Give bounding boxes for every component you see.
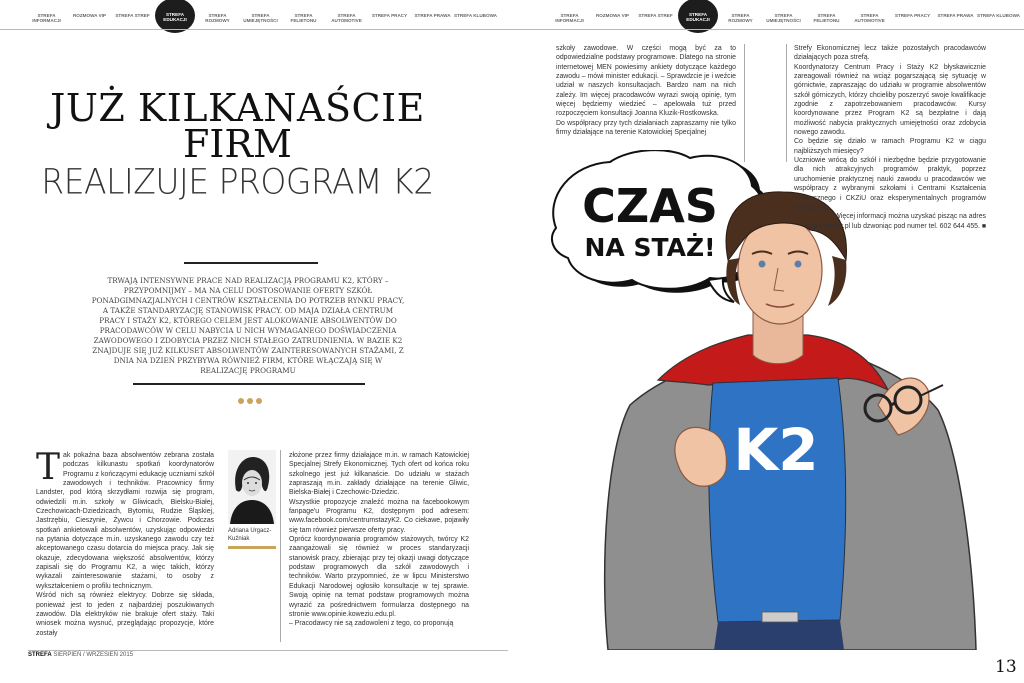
- drop-cap: T: [36, 447, 61, 488]
- nav-item[interactable]: STREFA UMIEJĘTNOŚCI: [243, 13, 278, 24]
- column-divider: [786, 44, 787, 162]
- top-rule-left: [0, 29, 512, 30]
- nav-item[interactable]: STREFA FELIETONU: [813, 13, 840, 24]
- ornament-dots: [238, 398, 262, 404]
- body-paragraph: złożone przez firmy działające m.in. w ramach Katowickiej Specjalnej Strefy Ekonomicznej. Tych ofert od końca roku szkolnego jest już kilkanaście. Do udziału w stażach zapraszają m.in. zakłady działające na terenie Gliwic, Bielska-Białej i Czechowic-Dziedzic.: [289, 452, 469, 497]
- nav-item[interactable]: ROZMOWA VIP: [595, 13, 629, 18]
- footer-issue: SIERPIEŃ / WRZESIEŃ 2015: [53, 652, 134, 658]
- footer: [28, 652, 133, 658]
- author-name: Adriana Urgacz-Kuźniak: [228, 528, 272, 542]
- nav-item[interactable]: STREFA ROZMOWY: [205, 13, 230, 24]
- column-divider: [744, 44, 745, 162]
- body-column-3: [556, 44, 736, 137]
- headline-line-1: JUŻ KILKANAŚCIE: [50, 86, 425, 130]
- nav-item[interactable]: STREFA KLUBOWA: [454, 13, 497, 18]
- top-rule-right: [512, 29, 1024, 30]
- body-column-1: [36, 447, 214, 638]
- nav-item[interactable]: STREFA STREF: [638, 13, 673, 18]
- lead-paragraph: TRWAJĄ INTENSYWNE PRACE NAD REALIZACJĄ PROGRAMU K2, KTÓRY – PRZYPOMNIJMY – MA NA CELU DOSTOSOWANIE OFERTY SZKÓŁ PONADGIMNAZJALNYCH I CENTRÓW KSZTAŁCENIA DO POTRZEB RYNKU PRACY, A TAKŻE STANDARYZACJĘ STANOWISK PRACY. OD MAJA DZIAŁA CENTRUM PRACY I STAŻY K2, KTÓREGO CELEM JEST ALOKOWANIE ABSOLWENTÓW DO PRACODAWCÓW W CELU NABYCIA U NICH WYMAGANEGO DOŚWIADCZENIA ZAWODOWEGO I ZDOBYCIA PRZEZ NICH STAŁEGO ZATRUDNIENIA. W BAZIE K2 ZNAJDUJE SIĘ JUŻ KILKUSET ABSOLWENTÓW ZAINTERESOWANYCH STAŻAMI, Z DNIA NA DZIEŃ PRZYBYWA RÓWNIEŻ FIRM, KTÓRE WŁĄCZAJĄ SIĘ W REALIZACJĘ PROGRAMU: [91, 276, 405, 375]
- body-paragraph: Koordynatorzy Centrum Pracy i Staży K2 błyskawicznie zareagowali również na wciąż pogarszającą się sytuację w górnictwie, zapraszając do udziału w programie absolwentów szkół górniczych, którzy chcieliby poszerzyć swoje kwalifikacje zgodnie z zapotrzebowaniem pracodawców. Kursy koordynowane przez Program K2 są bezpłatne i dają możliwość nabycia praktycznych umiejętności oraz zdobycia nowego zawodu.: [794, 63, 986, 137]
- body-column-2: [289, 451, 469, 629]
- page-number: 13: [995, 657, 1017, 677]
- nav-item[interactable]: STREFA PRAWA: [937, 13, 974, 18]
- deck-rule-bottom: [133, 383, 365, 385]
- nav-item[interactable]: STREFA FELIETONU: [290, 13, 317, 24]
- nav-item[interactable]: STREFA PRAWA: [414, 13, 451, 18]
- nav-item[interactable]: STREFA KLUBOWA: [977, 13, 1020, 18]
- body-paragraph: Co będzie się działo w ramach Programu K2 w ciągu najbliższych miesięcy?: [794, 138, 986, 155]
- deck-rule-top: [184, 262, 318, 264]
- nav-item[interactable]: STREFA UMIEJĘTNOŚCI: [766, 13, 801, 24]
- bubble-line-2: NA STAŻ!: [584, 233, 716, 262]
- nav-item[interactable]: STREFA STREF: [115, 13, 150, 18]
- body-paragraph: – Pracodawcy nie są zadowoleni z tego, co proponują: [289, 620, 454, 628]
- nav-item[interactable]: STREFA PRACY: [371, 13, 408, 18]
- footer-rule: [28, 650, 508, 651]
- body-paragraph: ak pokaźna baza absolwentów zebrana została podczas kilkunastu spotkań koordynatorów Programu z kończącymi edukację uczniami szkół zawodowych i techników. Pracownicy firmy Landster, pod którą skrzydłami rozwija się program, odwiedzili m.in. szkoły w Gliwicach, Bielsku-Białej, Czechowicach-Dziedzicach, Bytomiu, Rudzie Śląskiej, Jastrzębiu, Cieszynie, Żywcu i Chorzowie. Podczas spotkań ankietowali absolwentów, uzyskując odpowiedzi na pytania dotyczące m.in. uzyskanego zawodu czy też akceptowanego czasu dotarcia do miejsca pracy. Jak się okazuje, zdecydowana większość absolwentów, którzy zapisali się do Programu K2, a więc takich, którzy wykazali zainteresowanie stażami, to osoby z wykształceniem o profilu technicznym.: [36, 452, 214, 590]
- body-paragraph: Strefy Ekonomicznej lecz także pozostałych pracodawców działających poza strefą.: [794, 45, 986, 62]
- section-nav-right: [548, 0, 1024, 30]
- nav-item[interactable]: STREFA ROZMOWY: [728, 13, 753, 24]
- headline: [40, 86, 435, 202]
- nav-item[interactable]: STREFA INFORMACJI: [32, 13, 61, 24]
- body-column-4: [794, 44, 986, 231]
- body-paragraph: szkoły zawodowe. W części mogą być za to odpowiedzialne podstawy programowe. Dlatego na stronie internetowej MEN powiesimy ankiety dotyczące każdego zawodu – mówi minister edukacji. – Sprawdzcie je i weźcie udział w naszych konsultacjach. Bardzo nam na nich zależy. Im więcej pracodawców wyrazi swoją opinię, tym więcej będziemy wiedzieć – apelowała tuż przed rozpoczęciem konsultacji Joanna Kluzik-Rostkowska.: [556, 45, 736, 118]
- nav-item[interactable]: ROZMOWA VIP: [72, 13, 106, 18]
- footer-brand: STREFA: [28, 652, 52, 658]
- body-paragraph: Więcej informacji można uzyskać pisząc na adres k2@landster.pl lub dzwoniąc pod numer tel. 602 644 455. ■: [804, 213, 986, 230]
- headline-line-3: REALIZUJE PROGRAM K2: [41, 161, 434, 202]
- body-paragraph: Wszystkie propozycje znaleźć można na facebookowym fanpage'u Programu K2, dostępnym pod adresem: www.facebook.com/centrumstazyK2. Co ciekawe, pojawiły się tam również pierwsze oferty pracy.: [289, 498, 469, 534]
- author-box: [228, 450, 278, 549]
- nav-item[interactable]: STREFA EDUKACJI: [155, 0, 195, 33]
- body-paragraph: Do współpracy przy tych działaniach zapraszamy nie tylko firmy działające na terenie Katowickiej Specjalnej: [556, 119, 736, 137]
- nav-item[interactable]: STREFA INFORMACJI: [555, 13, 584, 24]
- body-paragraph: Uczniowie wrócą do szkół i niezbędne będzie przygotowanie dla nich atrakcyjnych programów praktyk, poprzez uruchomienie praktycznej nauki zawodu u pracodawców we współpracy z wybranymi szkołami i Centrami Kształcenia Praktycznego i CKZiU oraz eksperymentalnych programów nauczania.: [794, 157, 986, 211]
- section-nav-left: [25, 0, 505, 30]
- nav-item[interactable]: STREFA AUTOMOTIVE: [331, 13, 362, 24]
- nav-item[interactable]: STREFA AUTOMOTIVE: [854, 13, 885, 24]
- body-paragraph: Wśród nich są również elektrycy. Dobrze się składa, ponieważ jest to jeden z najbardziej poszukiwanych zawodów. Dla elektryków nie brakuje ofert staży. Taki wniosek można wysnuć, przeglądając propozycje, które zostały: [36, 592, 214, 637]
- headline-line-2: FIRM: [183, 122, 292, 166]
- author-photo: [228, 450, 276, 524]
- bubble-line-1: CZAS: [582, 179, 718, 233]
- nav-item[interactable]: STREFA PRACY: [894, 13, 931, 18]
- author-accent-bar: [228, 546, 276, 549]
- shirt-logo: K2: [733, 416, 819, 484]
- nav-item[interactable]: STREFA EDUKACJI: [678, 0, 718, 33]
- column-divider: [280, 450, 281, 642]
- body-paragraph: Oprócz koordynowania programów stażowych, twórcy K2 zaangażowali się również w proces standaryzacji stanowisk pracy, zbierając przy tej okazji uwagi dotyczące podstaw programowych dla szkół zawodowych i techników. Warto przypomnieć, że w lipcu Ministerstwo Edukacji Narodowej ogłosiło konsultacje w tej sprawie. Swoją opinię na temat podstaw programowych można wyrazić za pośrednictwem formularza dostępnego na stronie www.opinie.koweziu.edu.pl.: [289, 536, 469, 618]
